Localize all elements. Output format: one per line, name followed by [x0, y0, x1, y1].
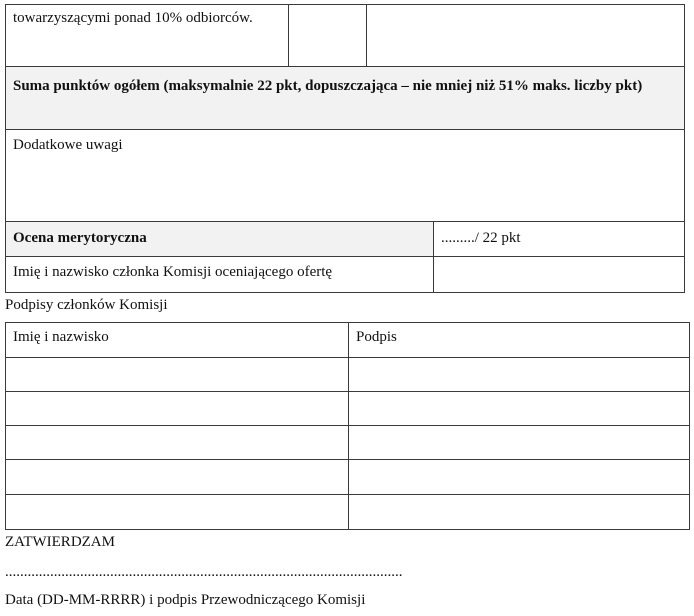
sig-col-name-header: Imię i nazwisko [13, 329, 109, 345]
sig-row-3-name [5, 425, 349, 460]
sum-points-text: Suma punktów ogółem (maksymalnie 22 pkt, dopuszczająca – nie mniej niż 51% maks. liczby pkt) [13, 78, 643, 94]
member-name-value-cell [433, 256, 685, 293]
sig-row-1-sign [348, 357, 690, 392]
signatures-section-label: Podpisy członków Komisji [5, 297, 168, 313]
sig-row-2-sign [348, 391, 690, 426]
approval-label: ZATWIERDZAM [5, 534, 115, 550]
eval-top-row-cell-2 [288, 4, 367, 67]
eval-top-row-cell-3 [366, 4, 685, 67]
sig-row-5-sign [348, 494, 690, 530]
sig-row-4-sign [348, 459, 690, 495]
sig-header-sign-cell [348, 322, 690, 358]
approval-caption: Data (DD-MM-RRRR) i podpis Przewodniczącego Komisji [5, 592, 366, 608]
sig-col-signature-header: Podpis [356, 329, 397, 345]
eval-top-row-text: towarzyszącymi ponad 10% odbiorców. [13, 10, 253, 26]
additional-notes-label: Dodatkowe uwagi [13, 137, 123, 153]
approval-dotted-line: .......................................................................................................... [5, 564, 403, 580]
sig-row-1-name [5, 357, 349, 392]
sig-row-2-name [5, 391, 349, 426]
member-name-label: Imię i nazwisko członka Komisji oceniającego ofertę [13, 264, 333, 280]
sig-row-4-name [5, 459, 349, 495]
merit-value: ........./ 22 pkt [441, 230, 521, 246]
sig-row-5-name [5, 494, 349, 530]
merit-label: Ocena merytoryczna [13, 230, 147, 246]
sig-row-3-sign [348, 425, 690, 460]
